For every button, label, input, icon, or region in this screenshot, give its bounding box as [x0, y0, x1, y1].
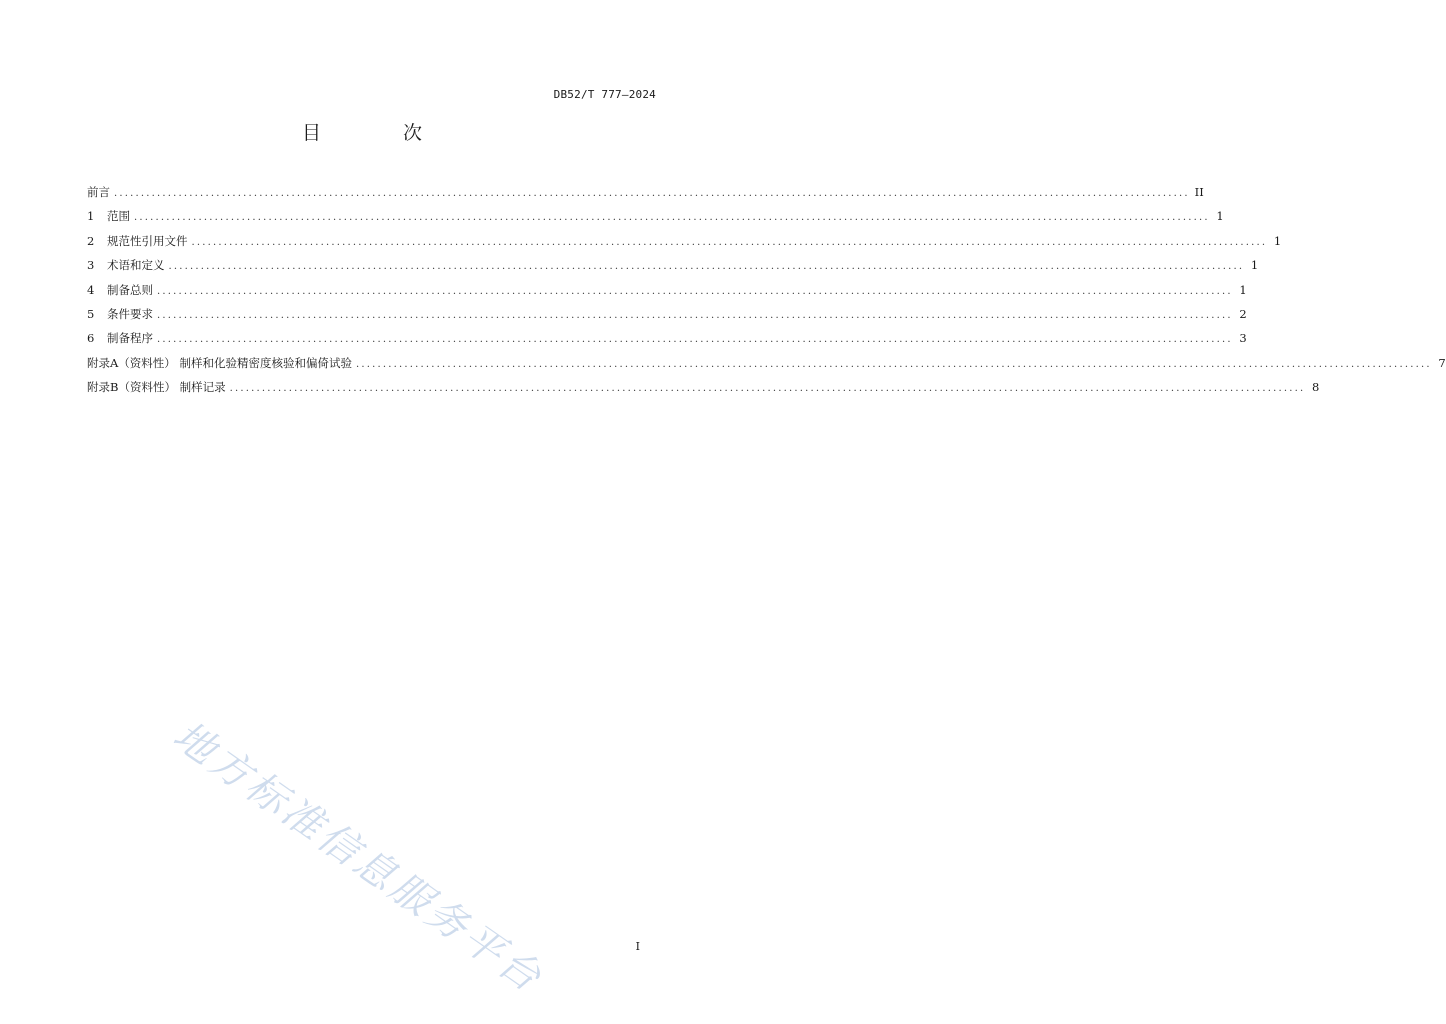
toc-entry-page: 1 — [1216, 209, 1224, 224]
watermark: 地方标准信息服务平台 — [164, 712, 552, 1003]
toc-leader-dots: ........................................................................................................................................................................................................ — [157, 334, 1233, 346]
toc-entry-general-principles[interactable] — [87, 278, 1247, 302]
toc-entry-label: 制备程序 — [107, 331, 153, 346]
toc-entry-page: 1 — [1250, 258, 1259, 273]
toc-entry-page: 1 — [1239, 282, 1247, 297]
toc-entry-number: 6 — [87, 331, 95, 346]
toc-entry-requirements[interactable] — [87, 302, 1247, 326]
toc-leader-dots: ........................................................................................................................................................................................................ — [157, 309, 1233, 321]
toc-entry-label: 术语和定义 — [107, 258, 165, 273]
toc-entry-terms-definitions[interactable] — [87, 253, 1259, 277]
toc-entry-label: 附录B（资料性） 制样记录 — [87, 380, 226, 395]
toc-entry-number: 1 — [87, 209, 95, 224]
toc-entry-page: 7 — [1438, 355, 1446, 370]
toc-entry-scope[interactable] — [87, 204, 1224, 228]
toc-title: 目 次 — [301, 122, 461, 144]
toc-entry-appendix-a[interactable] — [87, 351, 1446, 375]
toc-entry-procedure[interactable] — [87, 326, 1247, 350]
toc-entry-number: 3 — [87, 258, 95, 273]
toc-leader-dots: ........................................................................................................................................................................................................ — [355, 358, 1432, 370]
toc-entry-foreword[interactable] — [87, 180, 1204, 204]
toc-entry-label: 制备总则 — [107, 282, 153, 297]
toc-leader-dots: ........................................................................................................................................................................................................ — [168, 261, 1245, 273]
toc-entry-page: 3 — [1239, 331, 1247, 346]
toc-entry-page: 1 — [1273, 233, 1282, 248]
toc-entry-page: 8 — [1312, 380, 1320, 395]
toc-entry-label: 规范性引用文件 — [107, 233, 188, 248]
toc-leader-dots: ........................................................................................................................................................................................................ — [114, 188, 1190, 199]
page-number: I — [635, 940, 640, 953]
toc-entry-number: 2 — [87, 233, 95, 248]
table-of-contents — [87, 180, 1446, 400]
toc-leader-dots: ........................................................................................................................................................................................................ — [157, 285, 1233, 297]
toc-entry-number: 4 — [87, 282, 95, 297]
document-code: DB52/T 777—2024 — [553, 88, 656, 101]
toc-entry-label: 条件要求 — [107, 306, 153, 321]
toc-entry-appendix-b[interactable] — [87, 375, 1320, 399]
toc-entry-label: 范围 — [107, 209, 130, 224]
toc-entry-page: II — [1194, 185, 1204, 199]
toc-entry-number: 5 — [87, 306, 95, 321]
toc-leader-dots: ........................................................................................................................................................................................................ — [191, 236, 1268, 248]
toc-entry-page: 2 — [1239, 306, 1247, 321]
toc-leader-dots: ........................................................................................................................................................................................................ — [229, 383, 1306, 395]
toc-entry-label: 附录A（资料性） 制样和化验精密度核验和偏倚试验 — [87, 355, 352, 370]
toc-leader-dots: ........................................................................................................................................................................................................ — [134, 212, 1210, 224]
toc-entry-label: 前言 — [87, 185, 110, 199]
toc-entry-normative-references[interactable] — [87, 229, 1282, 253]
